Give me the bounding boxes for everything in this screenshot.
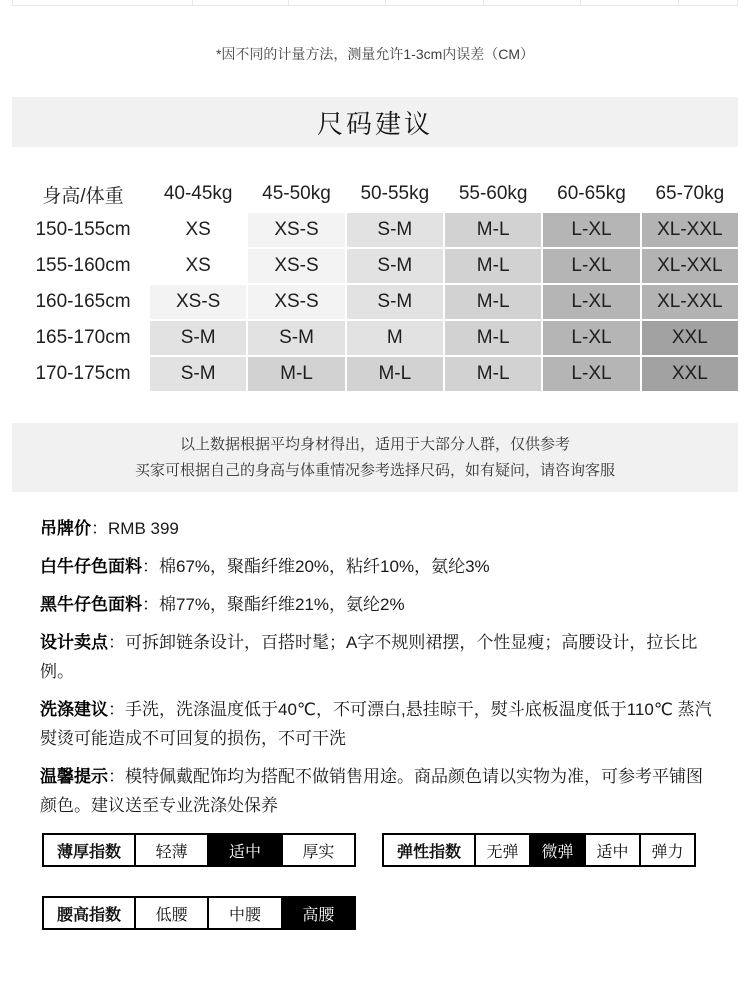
- thickness-index-option: 轻薄: [134, 835, 207, 865]
- index-row-2: [42, 896, 708, 930]
- detail-text: ：可拆卸链条设计，百搭时髦；A字不规则裙摆，个性显瘦；高腰设计，拉长比例。: [40, 633, 698, 681]
- detail-label: 吊牌价: [40, 519, 91, 538]
- detail-label: 洗涤建议: [40, 700, 108, 719]
- size-table-notes: [12, 423, 738, 492]
- elasticity-index-option: 微弹: [529, 835, 584, 865]
- size-table-cell: XS-S: [248, 285, 344, 319]
- thickness-index-option: 适中: [207, 835, 280, 865]
- detail-line: [40, 514, 716, 543]
- size-table-cell: M-L: [445, 357, 541, 391]
- waist-index-option: 低腰: [134, 898, 207, 928]
- size-table-cell: M-L: [445, 213, 541, 247]
- elasticity-index-option: 适中: [584, 835, 639, 865]
- size-table-cell: L-XL: [543, 321, 639, 355]
- size-table-cell: L-XL: [543, 213, 639, 247]
- elasticity-index-table: [382, 833, 696, 867]
- size-table: [18, 177, 738, 391]
- size-table-row-header: 170-175cm: [18, 357, 148, 391]
- thickness-index-table: [42, 833, 356, 867]
- size-table-cell: L-XL: [543, 357, 639, 391]
- size-table-cell: M: [347, 321, 443, 355]
- thickness-index-option: 厚实: [281, 835, 354, 865]
- waist-index-label: 腰高指数: [56, 906, 121, 924]
- detail-line: [40, 762, 716, 820]
- size-table-col-header: 55-60kg: [445, 177, 541, 211]
- size-table-cell: XS-S: [248, 213, 344, 247]
- thickness-index-label: 薄厚指数: [56, 843, 121, 861]
- elasticity-index-option: 弹力: [639, 835, 694, 865]
- size-table-cell: XL-XXL: [642, 285, 738, 319]
- detail-text: ：棉67%，聚酯纤维20%，粘纤10%，氨纶3%: [142, 557, 490, 576]
- size-suggestion-banner-title: 尺码建议: [12, 97, 738, 147]
- detail-label: 黑牛仔色面料: [40, 595, 142, 614]
- detail-text: ：手洗，洗涤温度低于40℃，不可漂白,悬挂晾干，熨斗底板温度低于110℃ 蒸汽熨烫可能造成不可回复的损伤，不可干洗: [40, 700, 712, 748]
- waist-index-option: 高腰: [281, 898, 354, 928]
- size-table-row-header: 160-165cm: [18, 285, 148, 319]
- size-table-cell: S-M: [248, 321, 344, 355]
- size-table-cell: XS-S: [150, 285, 246, 319]
- index-tables: [42, 833, 708, 930]
- size-table-cell: XXL: [642, 321, 738, 355]
- elasticity-index-label: 弹性指数: [396, 843, 461, 861]
- size-table-cell: XS-S: [248, 249, 344, 283]
- size-table-row-header: 150-155cm: [18, 213, 148, 247]
- detail-label: 白牛仔色面料: [40, 557, 142, 576]
- size-table-row-header: 155-160cm: [18, 249, 148, 283]
- detail-line: [40, 590, 716, 619]
- size-table-cell: XS: [150, 249, 246, 283]
- waist-index-option: 中腰: [207, 898, 280, 928]
- detail-text: ：RMB 399: [91, 519, 179, 538]
- size-table-cell: S-M: [347, 213, 443, 247]
- size-table-cell: S-M: [150, 357, 246, 391]
- previous-table-remnant: [12, 0, 738, 6]
- size-table-cell: L-XL: [543, 249, 639, 283]
- waist-index-table: [42, 896, 356, 930]
- size-table-note-line2: 买家可根据自己的身高与体重情况参考选择尺码，如有疑问，请咨询客服: [134, 461, 615, 479]
- size-table-corner-header: 身高/体重: [18, 177, 148, 211]
- detail-label: 温馨提示: [40, 767, 108, 786]
- size-table-cell: S-M: [347, 285, 443, 319]
- size-table-cell: M-L: [445, 321, 541, 355]
- size-table-cell: M-L: [347, 357, 443, 391]
- detail-text: ：棉77%，聚酯纤维21%，氨纶2%: [142, 595, 405, 614]
- detail-line: [40, 628, 716, 686]
- size-table-cell: S-M: [347, 249, 443, 283]
- size-table-cell: M-L: [445, 285, 541, 319]
- index-row-1: [42, 833, 708, 867]
- size-table-cell: M-L: [248, 357, 344, 391]
- size-table-cell: S-M: [150, 321, 246, 355]
- size-table-cell: XS: [150, 213, 246, 247]
- size-table-col-header: 45-50kg: [248, 177, 344, 211]
- size-table-col-header: 65-70kg: [642, 177, 738, 211]
- detail-line: [40, 552, 716, 581]
- detail-text: ：模特佩戴配饰均为搭配不做销售用途。商品颜色请以实物为准，可参考平铺图颜色。建议送至专业洗涤处保养: [40, 767, 703, 815]
- detail-line: [40, 695, 716, 753]
- size-table-cell: XL-XXL: [642, 249, 738, 283]
- measurement-tolerance-note: *因不同的计量方法，测量允许1-3cm内误差（CM）: [215, 46, 535, 62]
- size-table-cell: XXL: [642, 357, 738, 391]
- size-table-cell: M-L: [445, 249, 541, 283]
- product-details: [40, 514, 716, 829]
- size-table-row-header: 165-170cm: [18, 321, 148, 355]
- size-table-col-header: 40-45kg: [150, 177, 246, 211]
- elasticity-index-option: 无弹: [474, 835, 529, 865]
- detail-label: 设计卖点: [40, 633, 108, 652]
- size-table-cell: L-XL: [543, 285, 639, 319]
- size-table-note-line1: 以上数据根据平均身材得出，适用于大部分人群，仅供参考: [179, 435, 570, 453]
- size-table-col-header: 50-55kg: [347, 177, 443, 211]
- size-table-col-header: 60-65kg: [543, 177, 639, 211]
- size-table-cell: XL-XXL: [642, 213, 738, 247]
